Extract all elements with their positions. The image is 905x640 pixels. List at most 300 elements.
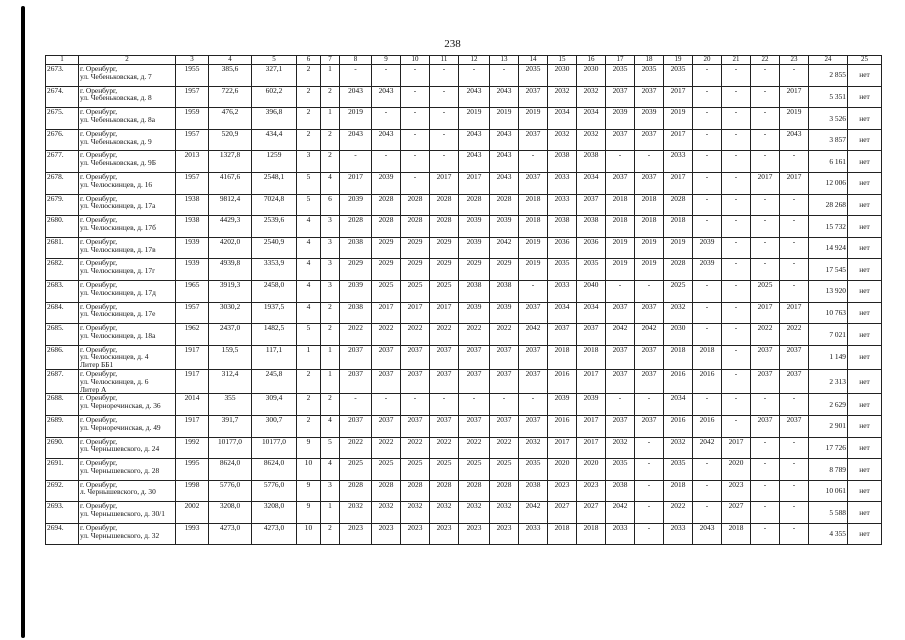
entrances-cell: 4 [321, 172, 340, 194]
flag-cell: нет [848, 216, 882, 238]
cost-cell: 10 061 [809, 480, 848, 502]
row-number-cell: 2694. [46, 523, 79, 545]
repair-year-cell: - [693, 108, 722, 130]
page-number: 238 [444, 38, 461, 50]
repair-year-cell: 2037 [606, 86, 635, 108]
repair-year-cell: 2032 [372, 502, 401, 524]
repair-year-cell: - [751, 437, 780, 459]
repair-year-cell: - [401, 108, 430, 130]
living-area-cell: 300,7 [252, 415, 297, 437]
repair-year-cell: - [693, 502, 722, 524]
cost-cell: 15 732 [809, 216, 848, 238]
entrances-cell: 3 [321, 259, 340, 281]
year-built-cell: 1939 [176, 237, 209, 259]
column-header: 5 [252, 56, 297, 65]
repair-year-cell: - [780, 459, 809, 481]
repair-year-cell: 2018 [664, 216, 693, 238]
column-header: 6 [297, 56, 321, 65]
floors-cell: 4 [297, 259, 321, 281]
row-number-cell: 2683. [46, 280, 79, 302]
repair-year-cell: 2018 [577, 345, 606, 369]
living-area-cell: 117,1 [252, 345, 297, 369]
repair-year-cell: 2037 [606, 302, 635, 324]
repair-year-cell: 2018 [635, 194, 664, 216]
cost-cell: 7 021 [809, 324, 848, 346]
address-cell: г. Оренбург, ул. Чебеньковская, д. 8 [79, 86, 176, 108]
repair-year-cell: 2042 [606, 502, 635, 524]
repair-year-cell: 2037 [606, 415, 635, 437]
flag-cell: нет [848, 523, 882, 545]
repair-year-cell: - [430, 151, 459, 173]
living-area-cell: 602,2 [252, 86, 297, 108]
repair-year-cell: - [693, 65, 722, 87]
repair-year-cell: 2039 [635, 108, 664, 130]
living-area-cell: 309,4 [252, 394, 297, 416]
repair-year-cell: 2028 [459, 194, 490, 216]
flag-cell: нет [848, 86, 882, 108]
entrances-cell: 5 [321, 437, 340, 459]
repair-year-cell: 2037 [635, 302, 664, 324]
repair-year-cell: 2033 [548, 172, 577, 194]
repair-year-cell: 2025 [340, 459, 372, 481]
row-number-cell: 2681. [46, 237, 79, 259]
flag-cell: нет [848, 237, 882, 259]
address-cell: г. Оренбург, ул. Челюскинцев, д. 18а [79, 324, 176, 346]
flag-cell: нет [848, 345, 882, 369]
repair-year-cell: - [722, 302, 751, 324]
table-row [46, 480, 882, 502]
repair-year-cell: 2023 [401, 523, 430, 545]
repair-year-cell: 2033 [606, 523, 635, 545]
cost-cell: 4 355 [809, 523, 848, 545]
repair-year-cell: 2039 [548, 394, 577, 416]
repair-year-cell: 2035 [606, 459, 635, 481]
row-number-cell: 2685. [46, 324, 79, 346]
repair-year-cell: 2037 [606, 172, 635, 194]
repair-year-cell: 2020 [548, 459, 577, 481]
repair-year-cell: 2034 [577, 302, 606, 324]
row-number-cell: 2673. [46, 65, 79, 87]
repair-year-cell: - [693, 129, 722, 151]
repair-year-cell: - [751, 259, 780, 281]
repair-year-cell: 2035 [664, 65, 693, 87]
repair-year-cell: 2019 [490, 108, 519, 130]
repair-year-cell: 2032 [519, 437, 548, 459]
repair-year-cell: - [780, 151, 809, 173]
repair-year-cell: - [780, 480, 809, 502]
repair-year-cell: 2017 [340, 172, 372, 194]
repair-year-cell: - [519, 394, 548, 416]
repair-year-cell: 2033 [664, 151, 693, 173]
column-header: 21 [722, 56, 751, 65]
repair-year-cell: 2032 [490, 502, 519, 524]
column-header: 7 [321, 56, 340, 65]
repair-year-cell: 2019 [519, 108, 548, 130]
repair-year-cell: 2029 [490, 259, 519, 281]
repair-year-cell: 2038 [340, 237, 372, 259]
cost-cell: 5 588 [809, 502, 848, 524]
total-area-cell: 476,2 [209, 108, 252, 130]
table-row [46, 370, 882, 394]
repair-year-cell: 2017 [751, 302, 780, 324]
repair-year-cell: 2023 [340, 523, 372, 545]
cost-cell: 14 924 [809, 237, 848, 259]
repair-year-cell: 2027 [722, 502, 751, 524]
repair-year-cell: - [722, 237, 751, 259]
repair-year-cell: 2022 [751, 324, 780, 346]
row-number-cell: 2679. [46, 194, 79, 216]
address-cell: г. Оренбург, ул. Чебеньковская, д. 9 [79, 129, 176, 151]
repair-year-cell: 2019 [664, 237, 693, 259]
living-area-cell: 434,4 [252, 129, 297, 151]
floors-cell: 9 [297, 502, 321, 524]
cost-cell: 8 789 [809, 459, 848, 481]
year-built-cell: 2014 [176, 394, 209, 416]
entrances-cell: 2 [321, 129, 340, 151]
repair-year-cell: 2023 [459, 523, 490, 545]
repair-year-cell: 2037 [459, 415, 490, 437]
total-area-cell: 8624,0 [209, 459, 252, 481]
floors-cell: 4 [297, 237, 321, 259]
repair-year-cell: 2022 [664, 502, 693, 524]
year-built-cell: 2013 [176, 151, 209, 173]
entrances-cell: 1 [321, 370, 340, 394]
year-built-cell: 1995 [176, 459, 209, 481]
repair-year-cell: 2022 [430, 324, 459, 346]
living-area-cell: 1937,5 [252, 302, 297, 324]
address-cell: г. Оренбург, ул. Чебеньковская, д. 7 [79, 65, 176, 87]
repair-year-cell: - [780, 259, 809, 281]
repair-year-cell: - [751, 394, 780, 416]
repair-year-cell: - [635, 394, 664, 416]
total-area-cell: 3030,2 [209, 302, 252, 324]
repair-year-cell: 2023 [490, 523, 519, 545]
repair-year-cell: 2043 [693, 523, 722, 545]
column-header: 19 [664, 56, 693, 65]
repair-year-cell: 2034 [548, 302, 577, 324]
repair-year-cell: 2017 [577, 437, 606, 459]
repair-year-cell: 2017 [577, 415, 606, 437]
repair-year-cell: 2037 [519, 129, 548, 151]
repair-year-cell: 2018 [635, 216, 664, 238]
entrances-cell: 2 [321, 394, 340, 416]
table-row [46, 345, 882, 369]
repair-year-cell: 2028 [490, 480, 519, 502]
column-header: 16 [577, 56, 606, 65]
repair-year-cell: 2039 [459, 237, 490, 259]
repair-year-cell: 2037 [430, 370, 459, 394]
table-row [46, 108, 882, 130]
flag-cell: нет [848, 502, 882, 524]
address-cell: г. Оренбург, ул. Челюскинцев, д. 17д [79, 280, 176, 302]
year-built-cell: 1939 [176, 259, 209, 281]
row-number-cell: 2692. [46, 480, 79, 502]
repair-year-cell: - [519, 280, 548, 302]
total-area-cell: 1327,8 [209, 151, 252, 173]
column-header: 11 [430, 56, 459, 65]
total-area-cell: 10177,0 [209, 437, 252, 459]
repair-year-cell: 2029 [372, 259, 401, 281]
flag-cell: нет [848, 415, 882, 437]
cost-cell: 12 006 [809, 172, 848, 194]
year-built-cell: 1938 [176, 194, 209, 216]
column-header: 4 [209, 56, 252, 65]
address-cell: г. Оренбург, ул. Челюскинцев, д. 17г [79, 259, 176, 281]
column-header: 17 [606, 56, 635, 65]
repair-year-cell: 2018 [606, 194, 635, 216]
repair-year-cell: 2017 [430, 172, 459, 194]
table-row [46, 151, 882, 173]
repair-year-cell: 2042 [606, 324, 635, 346]
repair-year-cell: - [340, 394, 372, 416]
living-area-cell: 5776,0 [252, 480, 297, 502]
repair-year-cell: - [693, 194, 722, 216]
repair-year-cell: 2037 [780, 370, 809, 394]
repair-year-cell: 2032 [401, 502, 430, 524]
flag-cell: нет [848, 151, 882, 173]
year-built-cell: 1938 [176, 216, 209, 238]
repair-year-cell: - [780, 65, 809, 87]
repair-year-cell: 2032 [459, 502, 490, 524]
repair-year-cell: 2039 [490, 302, 519, 324]
entrances-cell: 1 [321, 345, 340, 369]
year-built-cell: 1962 [176, 324, 209, 346]
repair-year-cell: 2019 [606, 259, 635, 281]
row-number-cell: 2684. [46, 302, 79, 324]
year-built-cell: 1998 [176, 480, 209, 502]
table-row [46, 65, 882, 87]
repair-year-cell: 2017 [401, 302, 430, 324]
repair-year-cell: 2039 [459, 216, 490, 238]
repair-year-cell: - [401, 151, 430, 173]
year-built-cell: 1957 [176, 86, 209, 108]
total-area-cell: 4202,0 [209, 237, 252, 259]
repair-year-cell: 2040 [577, 280, 606, 302]
repair-year-cell: 2037 [490, 345, 519, 369]
repair-year-cell: 2037 [519, 86, 548, 108]
address-cell: г. Оренбург, ул. Челюскинцев, д. 4 Литер ББ1 [79, 345, 176, 369]
repair-year-cell: 2042 [635, 324, 664, 346]
repair-year-cell: - [780, 523, 809, 545]
floors-cell: 5 [297, 324, 321, 346]
repair-year-cell: 2022 [459, 437, 490, 459]
repair-year-cell: - [722, 108, 751, 130]
total-area-cell: 4429,3 [209, 216, 252, 238]
repair-year-cell: 2019 [340, 108, 372, 130]
repair-year-cell: - [519, 151, 548, 173]
repair-year-cell: - [693, 151, 722, 173]
repair-year-cell: 2043 [490, 129, 519, 151]
repair-year-cell: 2017 [780, 172, 809, 194]
repair-year-cell: 2017 [372, 302, 401, 324]
repair-year-cell: 2042 [490, 237, 519, 259]
entrances-cell: 1 [321, 108, 340, 130]
repair-year-cell: 2028 [372, 194, 401, 216]
column-header: 24 [809, 56, 848, 65]
repair-year-cell: 2038 [577, 216, 606, 238]
repair-year-cell: - [722, 345, 751, 369]
repair-year-cell: - [606, 394, 635, 416]
entrances-cell: 3 [321, 480, 340, 502]
column-header: 13 [490, 56, 519, 65]
floors-cell: 10 [297, 459, 321, 481]
total-area-cell: 4273,0 [209, 523, 252, 545]
repair-year-cell: - [693, 459, 722, 481]
repair-year-cell: - [693, 394, 722, 416]
repair-year-cell: 2019 [780, 108, 809, 130]
total-area-cell: 312,4 [209, 370, 252, 394]
repair-year-cell: - [693, 480, 722, 502]
repair-year-cell: - [722, 129, 751, 151]
repair-year-cell: 2025 [751, 280, 780, 302]
repair-year-cell: - [459, 65, 490, 87]
year-built-cell: 1993 [176, 523, 209, 545]
repair-year-cell: 2017 [664, 172, 693, 194]
repair-year-cell: 2037 [635, 345, 664, 369]
flag-cell: нет [848, 172, 882, 194]
repair-year-cell: 2039 [490, 216, 519, 238]
repair-year-cell: 2038 [548, 151, 577, 173]
repair-year-cell: 2017 [722, 437, 751, 459]
floors-cell: 10 [297, 523, 321, 545]
floors-cell: 2 [297, 108, 321, 130]
repair-year-cell: - [401, 172, 430, 194]
column-header: 14 [519, 56, 548, 65]
repair-year-cell: 2033 [548, 194, 577, 216]
total-area-cell: 4939,8 [209, 259, 252, 281]
row-number-cell: 2675. [46, 108, 79, 130]
repair-year-cell: 2018 [577, 523, 606, 545]
floors-cell: 2 [297, 394, 321, 416]
repair-year-cell: 2043 [490, 172, 519, 194]
repair-year-cell: 2023 [722, 480, 751, 502]
entrances-cell: 3 [321, 216, 340, 238]
flag-cell: нет [848, 370, 882, 394]
total-area-cell: 2437,0 [209, 324, 252, 346]
repair-year-cell: 2037 [606, 345, 635, 369]
repair-year-cell: 2030 [577, 65, 606, 87]
year-built-cell: 1917 [176, 370, 209, 394]
repair-year-cell: 2032 [548, 86, 577, 108]
repair-year-cell: 2038 [490, 280, 519, 302]
flag-cell: нет [848, 108, 882, 130]
repair-year-cell: 2018 [548, 345, 577, 369]
row-number-cell: 2674. [46, 86, 79, 108]
table-row [46, 86, 882, 108]
repair-year-cell: 2043 [780, 129, 809, 151]
repair-year-cell: - [693, 324, 722, 346]
repair-year-cell: - [693, 216, 722, 238]
repair-year-cell: 2019 [635, 259, 664, 281]
repair-year-cell: - [693, 86, 722, 108]
table-row [46, 129, 882, 151]
repair-year-cell: 2032 [430, 502, 459, 524]
repair-year-cell: 2035 [519, 65, 548, 87]
cost-cell: 2 901 [809, 415, 848, 437]
address-cell: г. Оренбург, ул. Челюскинцев, д. 17е [79, 302, 176, 324]
address-cell: г. Оренбург, ул. Челюскинцев, д. 17в [79, 237, 176, 259]
repair-year-cell: - [751, 459, 780, 481]
repair-year-cell: 2022 [459, 324, 490, 346]
repair-year-cell: 2043 [372, 86, 401, 108]
table-row [46, 394, 882, 416]
cost-cell: 3 857 [809, 129, 848, 151]
table-row [46, 172, 882, 194]
repair-year-cell: 2027 [548, 502, 577, 524]
living-area-cell: 7024,8 [252, 194, 297, 216]
repair-year-cell: - [430, 108, 459, 130]
repair-year-cell: 2025 [401, 459, 430, 481]
year-built-cell: 2002 [176, 502, 209, 524]
repair-year-cell: 2018 [606, 216, 635, 238]
flag-cell: нет [848, 280, 882, 302]
repair-year-cell: 2017 [780, 86, 809, 108]
repair-year-cell: 2016 [548, 415, 577, 437]
repair-year-cell: 2039 [606, 108, 635, 130]
repair-year-cell: 2038 [577, 151, 606, 173]
repair-year-cell: 2029 [340, 259, 372, 281]
address-cell: г. Оренбург, ул. Чернышевского, д. 30/1 [79, 502, 176, 524]
repair-year-cell: 2035 [635, 65, 664, 87]
repair-year-cell: - [751, 86, 780, 108]
repair-year-cell: - [401, 394, 430, 416]
repair-year-cell: 2023 [577, 480, 606, 502]
repair-year-cell: - [722, 194, 751, 216]
repair-year-cell: 2029 [459, 259, 490, 281]
total-area-cell: 159,5 [209, 345, 252, 369]
repair-year-cell: 2022 [372, 324, 401, 346]
cost-cell: 10 763 [809, 302, 848, 324]
repair-year-cell: 2018 [664, 345, 693, 369]
entrances-cell: 4 [321, 415, 340, 437]
column-header: 23 [780, 56, 809, 65]
repair-year-cell: 2037 [401, 345, 430, 369]
repair-year-cell: 2017 [459, 172, 490, 194]
repair-year-cell: - [722, 65, 751, 87]
repair-year-cell: 2037 [372, 345, 401, 369]
repair-year-cell: 2037 [548, 324, 577, 346]
repair-year-cell: - [722, 259, 751, 281]
repair-year-cell: - [722, 151, 751, 173]
row-number-cell: 2693. [46, 502, 79, 524]
cost-cell: 17 545 [809, 259, 848, 281]
entrances-cell: 6 [321, 194, 340, 216]
repair-year-cell: 2032 [664, 302, 693, 324]
repair-year-cell: - [340, 151, 372, 173]
flag-cell: нет [848, 129, 882, 151]
repair-year-cell: 2037 [635, 370, 664, 394]
repair-year-cell: 2020 [722, 459, 751, 481]
repair-year-cell: - [340, 65, 372, 87]
repair-year-cell: 2019 [519, 237, 548, 259]
column-header: 18 [635, 56, 664, 65]
repair-year-cell: 2042 [519, 502, 548, 524]
repair-year-cell: 2033 [548, 280, 577, 302]
year-built-cell: 1965 [176, 280, 209, 302]
living-area-cell: 2548,1 [252, 172, 297, 194]
repair-year-cell: 2025 [430, 459, 459, 481]
repair-year-cell: 2029 [430, 237, 459, 259]
living-area-cell: 2540,9 [252, 237, 297, 259]
repair-year-cell: - [372, 108, 401, 130]
repair-year-cell: 2038 [459, 280, 490, 302]
repair-year-cell: 2029 [430, 259, 459, 281]
repair-year-cell: - [635, 437, 664, 459]
repair-year-cell: - [722, 172, 751, 194]
repair-year-cell: 2037 [577, 324, 606, 346]
repair-year-cell: 2039 [340, 194, 372, 216]
year-built-cell: 1955 [176, 65, 209, 87]
